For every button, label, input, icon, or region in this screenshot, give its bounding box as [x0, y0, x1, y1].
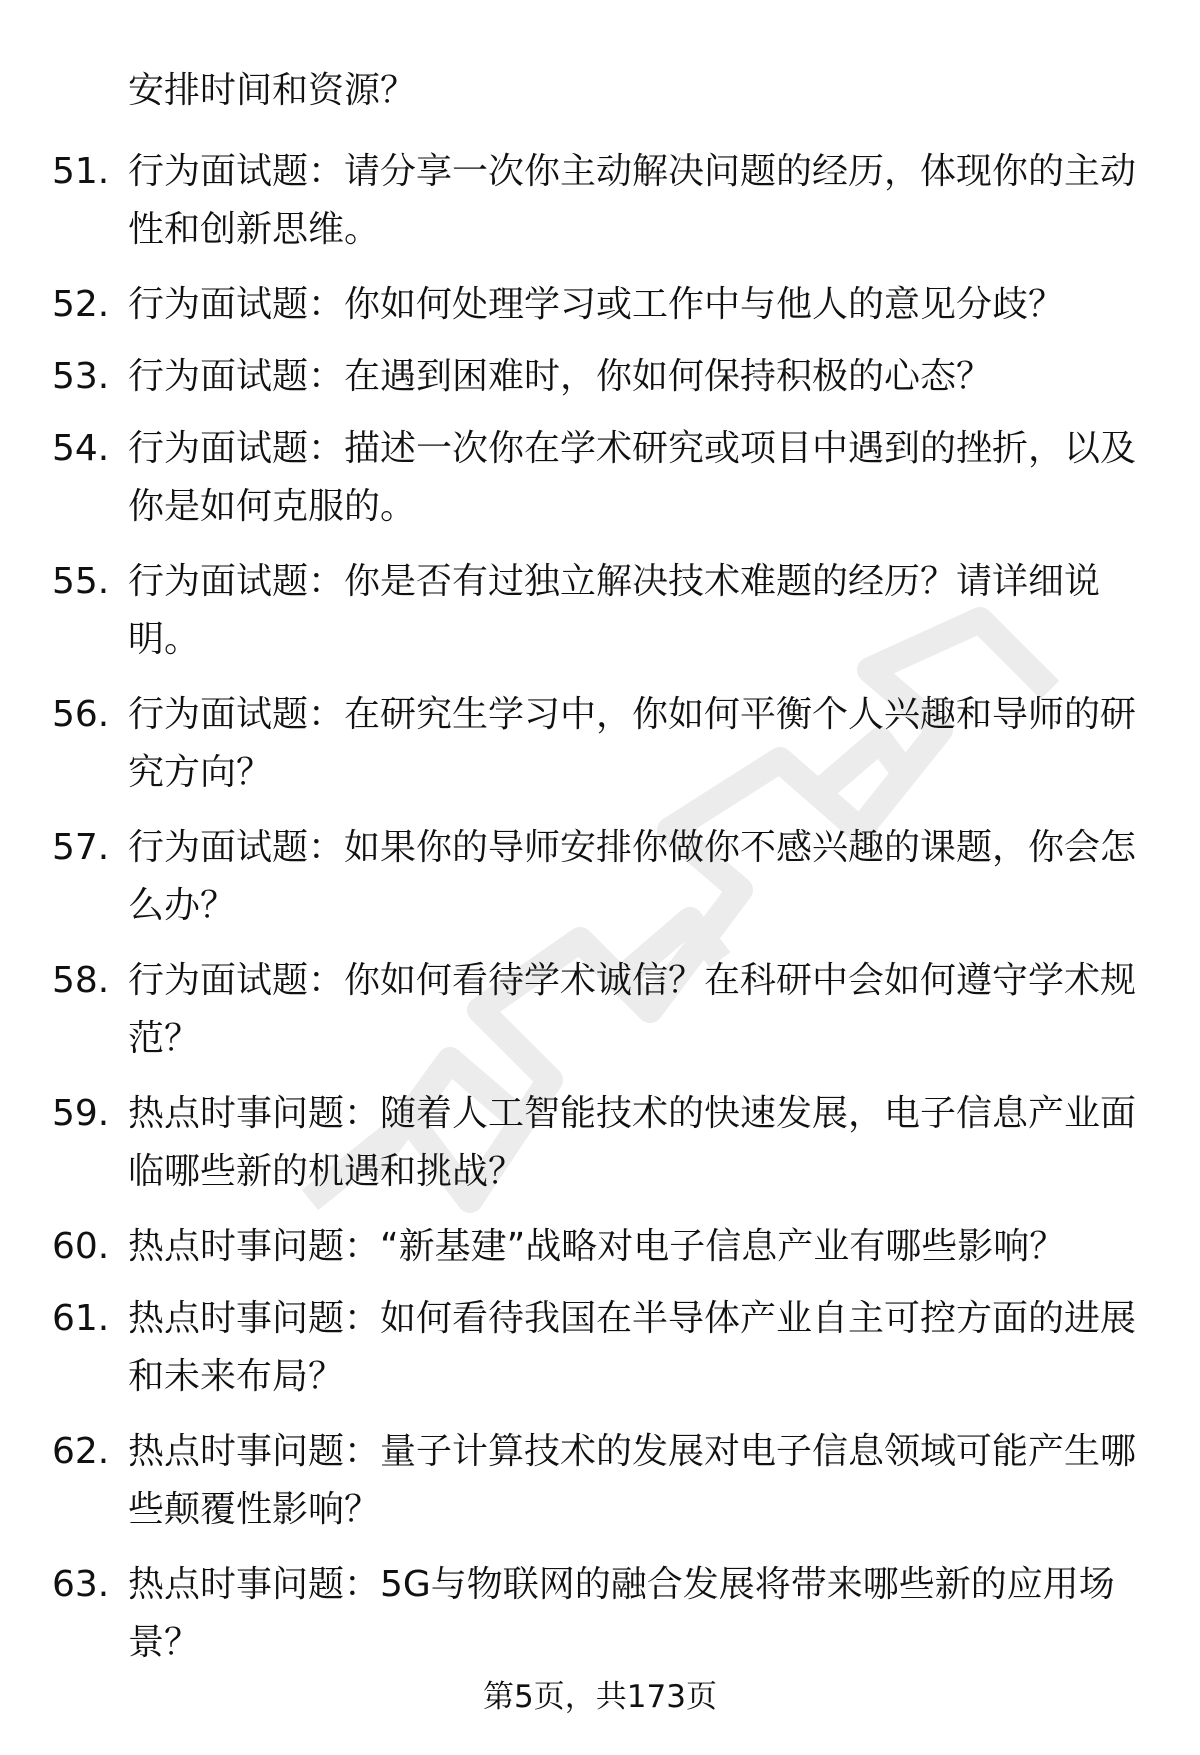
question-item-51 [0, 143, 1200, 276]
question-number: 59. [52, 1093, 110, 1134]
question-item-53 [0, 348, 1200, 420]
question-text [128, 819, 1144, 935]
question-item-56 [0, 686, 1200, 819]
question-text [128, 1423, 1144, 1539]
question-text [128, 143, 1144, 259]
question-line: 你是如何克服的。 [128, 486, 417, 527]
question-line: 么办？ [128, 885, 237, 926]
question-item-60 [0, 1218, 1200, 1290]
question-item-63 [0, 1556, 1200, 1676]
question-number: 61. [52, 1298, 110, 1339]
question-line: 热点时事问题：“新基建”战略对电子信息产业有哪些影响？ [128, 1226, 1066, 1267]
question-line: 景？ [128, 1622, 201, 1663]
question-text [128, 952, 1144, 1068]
question-text [128, 1085, 1144, 1201]
question-line: 热点时事问题：如何看待我国在半导体产业自主可控方面的进展 [128, 1298, 1137, 1339]
question-number: 58. [52, 960, 110, 1001]
question-line: 和未来布局？ [128, 1356, 345, 1397]
question-line: 热点时事问题：量子计算技术的发展对电子信息领域可能产生哪 [128, 1431, 1137, 1472]
question-text [128, 1218, 1144, 1276]
question-line: 热点时事问题：5G与物联网的融合发展将带来哪些新的应用场 [128, 1564, 1115, 1605]
question-line: 热点时事问题：随着人工智能技术的快速发展，电子信息产业面 [128, 1093, 1137, 1134]
question-number: 63. [52, 1564, 110, 1605]
question-item-62 [0, 1423, 1200, 1556]
question-text [128, 276, 1144, 334]
question-number: 51. [52, 151, 110, 192]
question-text [128, 1556, 1144, 1672]
question-line: 行为面试题：如果你的导师安排你做你不感兴趣的课题，你会怎 [128, 827, 1137, 868]
question-line: 临哪些新的机遇和挑战？ [128, 1151, 525, 1192]
question-number: 55. [52, 561, 110, 602]
question-text [128, 553, 1144, 669]
continuation-text: 安排时间和资源？ [128, 70, 417, 111]
question-line: 行为面试题：你是否有过独立解决技术难题的经历？请详细说 [128, 561, 1101, 602]
question-line: 行为面试题：你如何处理学习或工作中与他人的意见分歧？ [128, 284, 1065, 325]
question-text [128, 420, 1144, 536]
question-text [128, 348, 1144, 406]
question-line: 行为面试题：你如何看待学术诚信？在科研中会如何遵守学术规 [128, 960, 1137, 1001]
question-line: 行为面试题：在研究生学习中，你如何平衡个人兴趣和导师的研 [128, 694, 1137, 735]
question-line: 行为面试题：在遇到困难时，你如何保持积极的心态？ [128, 356, 993, 397]
question-line: 行为面试题：描述一次你在学术研究或项目中遇到的挫折，以及 [128, 428, 1137, 469]
question-list [0, 143, 1200, 1676]
question-number: 56. [52, 694, 110, 735]
question-number: 53. [52, 356, 110, 397]
question-item-59 [0, 1085, 1200, 1218]
question-item-52 [0, 276, 1200, 348]
question-text [128, 1290, 1144, 1406]
question-item-58 [0, 952, 1200, 1085]
question-line: 行为面试题：请分享一次你主动解决问题的经历，体现你的主动 [128, 151, 1137, 192]
question-number: 54. [52, 428, 110, 469]
question-item-61 [0, 1290, 1200, 1423]
question-item-55 [0, 553, 1200, 686]
question-number: 52. [52, 284, 110, 325]
question-item-57 [0, 819, 1200, 952]
question-line: 究方向？ [128, 752, 273, 793]
question-line: 些颠覆性影响？ [128, 1489, 381, 1530]
question-number: 62. [52, 1431, 110, 1472]
question-number: 60. [52, 1226, 110, 1267]
question-number: 57. [52, 827, 110, 868]
question-item-54 [0, 420, 1200, 553]
question-line: 范？ [128, 1018, 201, 1059]
page-footer: 第5页，共173页 [483, 1679, 717, 1715]
question-text [128, 686, 1144, 802]
question-line: 明。 [128, 619, 201, 660]
question-line: 性和创新思维。 [128, 209, 381, 250]
